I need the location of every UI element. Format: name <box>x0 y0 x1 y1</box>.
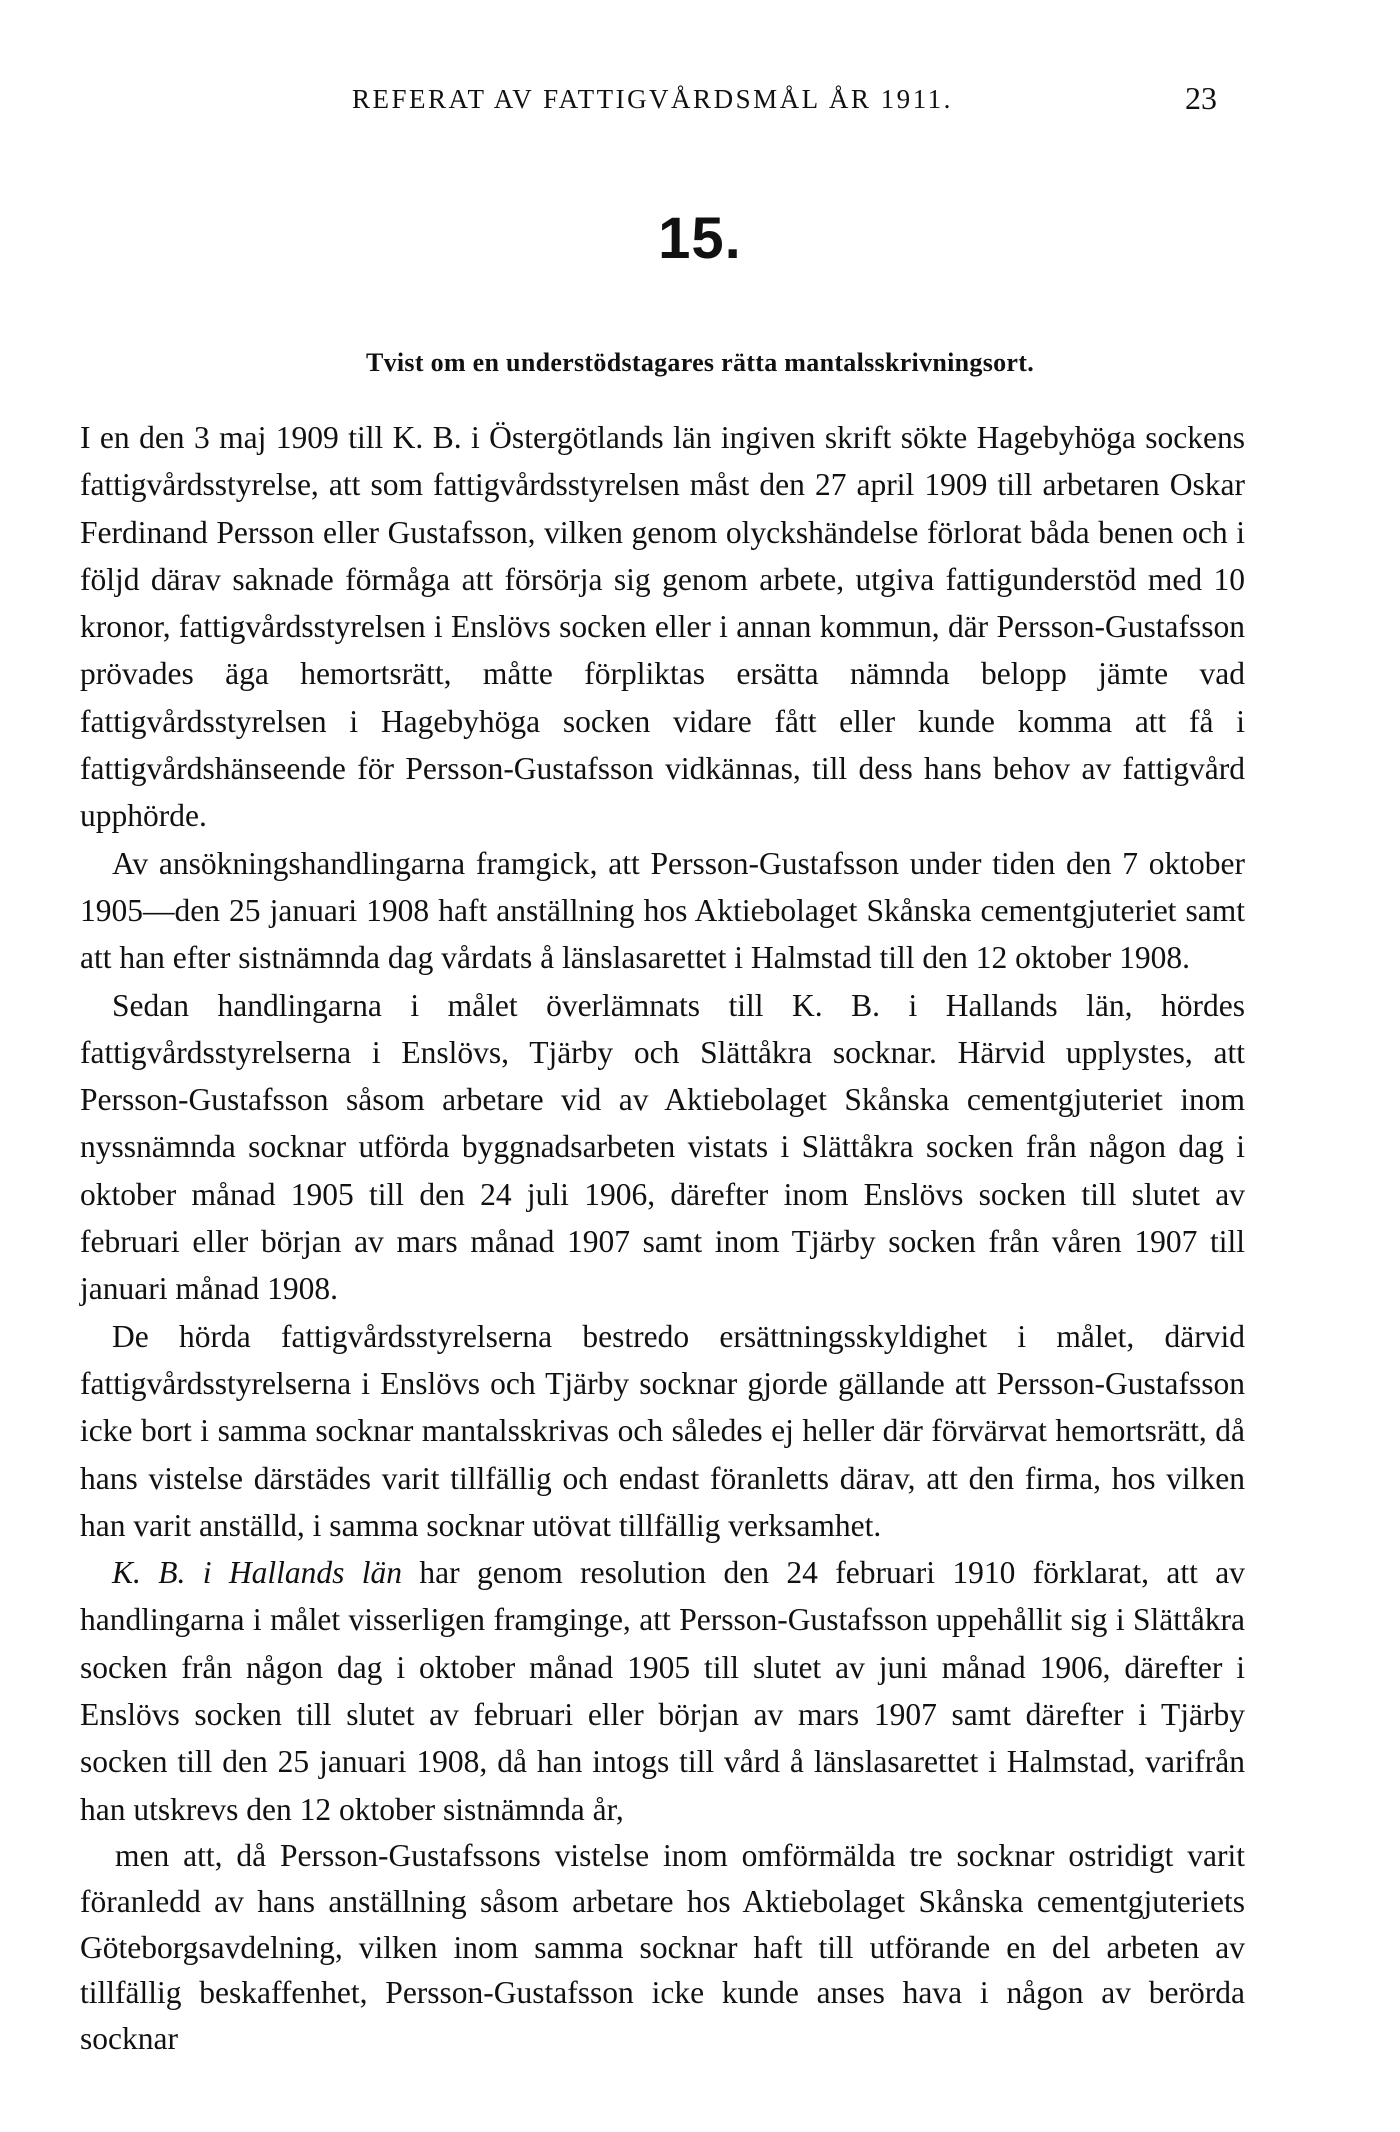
section-number: 15. <box>658 206 742 271</box>
paragraph-3: Sedan handlingarna i målet överlämnats till K. B. i Hallands län, hördes fattigvårdsstyrelserna i Enslövs, Tjärby och Slättåkra socknar. Härvid upplystes, att Persson-Gustafsson såsom arbetare vid av Aktiebolaget Skånska cementgjuteriet inom nyssnämnda socknar utförda byggnadsarbeten vistats i Slättåkra socken från någon dag i oktober månad 1905 till den 24 juli 1906, därefter inom Enslövs socken till slutet av februari eller början av mars månad 1907 samt inom Tjärby socken från våren 1907 till januari månad 1908. <box>80 987 1245 1307</box>
paragraph-4: De hörda fattigvårdsstyrelserna bestredo ersättningsskyldighet i målet, därvid fattigvårdsstyrelserna i Enslövs och Tjärby socknar gjorde gällande att Persson-Gustafsson icke bort i samma socknar mantalsskrivas och således ej heller där förvärvat hemortsrätt, då hans vistelse därstädes varit tillfällig och endast föranletts därav, att den firma, hos vilken han varit anställd, i samma socknar utövat tillfällig verksamhet. <box>80 1318 1245 1543</box>
paragraph-1: I en den 3 maj 1909 till K. B. i Östergötlands län ingiven skrift sökte Hagebyhöga sockens fattigvårdsstyrelse, att som fattigvårdsstyrelsen måst den 27 april 1909 till arbetaren Oskar Ferdinand Persson eller Gustafsson, vilken genom olyckshändelse förlorat båda benen och i följd därav saknade förmåga att försörja sig genom arbete, utgiva fattigunderstöd med 10 kronor, fattigvårdsstyrelsen i Enslövs socken eller i annan kommun, där Persson-Gustafsson prövades äga hemortsrätt, måtte förpliktas ersätta nämnda belopp jämte vad fattigvårdsstyrelsen i Hagebyhöga socken vidare fått eller kunde komma att få i fattigvårdshänseende för Persson-Gustafsson vidkännas, till dess hans behov av fattigvård upphörde. <box>80 420 1245 834</box>
paragraph-5 <box>80 1549 1245 1833</box>
paragraph-5-text: har genom resolution den 24 februari 1910 förklarat, att av handlingarna i målet visserligen framginge, att Persson-Gustafsson uppehållit sig i Slättåkra socken från någon dag i oktober månad 1905 till slutet av juni månad 1906, därefter i Enslövs socken till slutet av februari eller början av mars 1907 samt därefter i Tjärby socken till den 25 januari 1908, då han intogs till vård å länslasarettet i Halmstad, varifrån han utskrevs den 12 oktober sistnämnda år, <box>80 1555 1245 1827</box>
paragraph-6: men att, då Persson-Gustafssons vistelse inom omförmälda tre socknar ostridigt varit föranledd av hans anställning såsom arbetare hos Aktiebolaget Skånska cementgjuteriets Göteborgsavdelning, vilken inom samma socknar haft till utförande en del arbeten av tillfällig beskaffenhet, Persson-Gustafsson icke kunde anses hava i någon av berörda socknar <box>80 1837 1245 2057</box>
page-number: 23 <box>1185 80 1217 116</box>
section-title: Tvist om en understödstagares rätta mantalsskrivningsort. <box>365 348 1035 377</box>
body-text <box>80 414 1245 2062</box>
paragraph-2: Av ansökningshandlingarna framgick, att Persson-Gustafsson under tiden den 7 oktober 1905—den 25 januari 1908 haft anställning hos Aktiebolaget Skånska cementgjuteriet samt att han efter sistnämnda dag vårdats å länslasarettet i Halmstad till den 12 oktober 1908. <box>80 845 1245 976</box>
running-header: REFERAT AV FATTIGVÅRDSMÅL ÅR 1911. <box>352 84 953 114</box>
authority-name: K. B. i Hallands län <box>112 1555 403 1591</box>
